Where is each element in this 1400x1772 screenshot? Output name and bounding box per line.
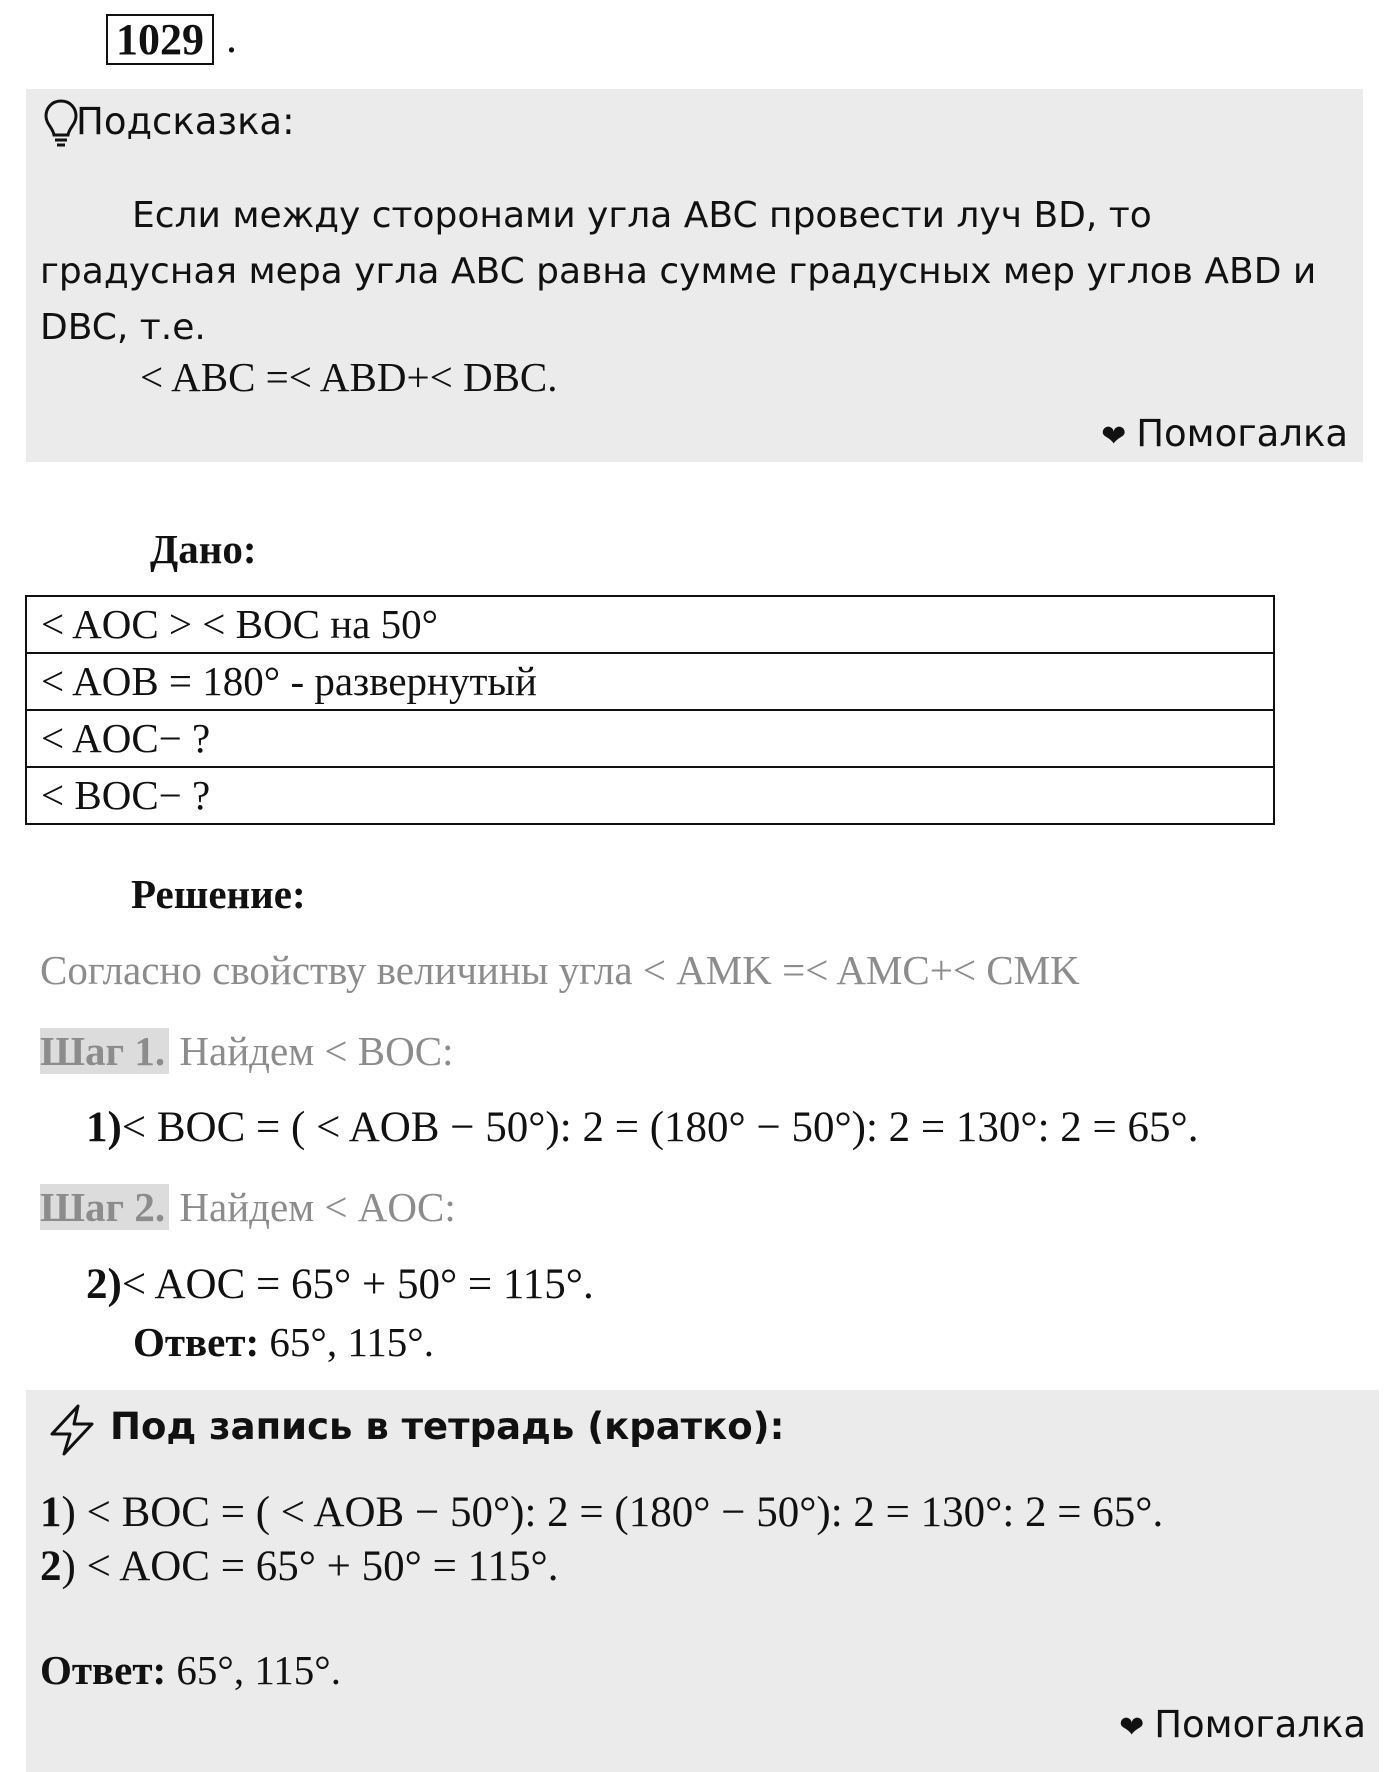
step-2-text: Найдем < AOC: — [169, 1184, 456, 1230]
solution-title: Решение: — [131, 871, 306, 917]
property-text: Согласно свойству величины угла < AMK =< AMC+< CMK — [40, 947, 1080, 993]
brand-text: Помогалка — [1136, 412, 1348, 455]
calc-2 — [86, 1260, 594, 1309]
notebook-line-1-number: 1 — [40, 1489, 62, 1536]
notebook-title: Под запись в тетрадь (кратко): — [110, 1405, 785, 1448]
answer-label: Ответ: — [133, 1319, 260, 1365]
notebook-line-2 — [40, 1542, 558, 1591]
task-number: 1029 — [106, 14, 214, 65]
calc-1-text: < BOC = ( < AOB − 50°): 2 = (180° − 50°): 2 = 130°: 2 = 65°. — [121, 1104, 1199, 1151]
heart-icon: ❤ — [1119, 1710, 1145, 1745]
notebook-line-2-number: 2 — [40, 1543, 62, 1590]
hint-line-1: Если между сторонами угла ABC провести луч BD, то — [132, 195, 1152, 236]
given-table — [25, 595, 1275, 825]
given-title: Дано: — [150, 526, 257, 572]
given-row: < AOC− ? — [26, 710, 1274, 767]
calc-1-number: 1) — [86, 1104, 122, 1151]
table-row — [26, 767, 1274, 824]
hint-text — [40, 188, 1350, 356]
hint-line-3: DBC, т.е. — [40, 307, 206, 348]
answer-value: 65°, 115°. — [259, 1319, 434, 1365]
step-1-text: Найдем < BOC: — [169, 1028, 454, 1074]
hint-formula: < ABC =< ABD+< DBC. — [140, 354, 558, 400]
hint-title: Подсказка: — [76, 100, 295, 143]
answer — [133, 1318, 434, 1366]
given-row: < AOB = 180° - развернутый — [26, 653, 1274, 710]
table-row — [26, 710, 1274, 767]
notebook-answer — [40, 1646, 341, 1694]
table-row — [26, 596, 1274, 653]
calc-2-number: 2) — [86, 1261, 122, 1308]
step-1 — [40, 1027, 453, 1075]
notebook-answer-value: 65°, 115°. — [166, 1647, 341, 1693]
notebook-line-2-text: ) < AOC = 65° + 50° = 115°. — [61, 1543, 559, 1590]
heart-icon: ❤ — [1101, 419, 1127, 454]
task-number-dot: . — [226, 13, 237, 62]
notebook-line-1-text: ) < BOC = ( < AOB − 50°): 2 = (180° − 50°): 2 = 130°: 2 = 65°. — [61, 1489, 1164, 1536]
calc-1 — [86, 1103, 1199, 1152]
step-2-label: Шаг 2. — [40, 1184, 169, 1230]
calc-2-text: < AOC = 65° + 50° = 115°. — [121, 1261, 594, 1308]
brand-label-2 — [1119, 1703, 1366, 1746]
hint-line-2: градусная мера угла ABC равна сумме градусных мер углов ABD и — [40, 251, 1317, 292]
notebook-line-1 — [40, 1488, 1163, 1537]
brand-label — [1101, 412, 1348, 455]
brand-text-2: Помогалка — [1154, 1703, 1366, 1746]
lightbulb-icon — [43, 98, 79, 150]
lightning-icon — [44, 1402, 100, 1458]
step-1-label: Шаг 1. — [40, 1028, 169, 1074]
notebook-answer-label: Ответ: — [40, 1647, 167, 1693]
given-row: < BOC− ? — [26, 767, 1274, 824]
given-row: < AOC > < BOC на 50° — [26, 596, 1274, 653]
table-row — [26, 653, 1274, 710]
step-2 — [40, 1183, 456, 1231]
